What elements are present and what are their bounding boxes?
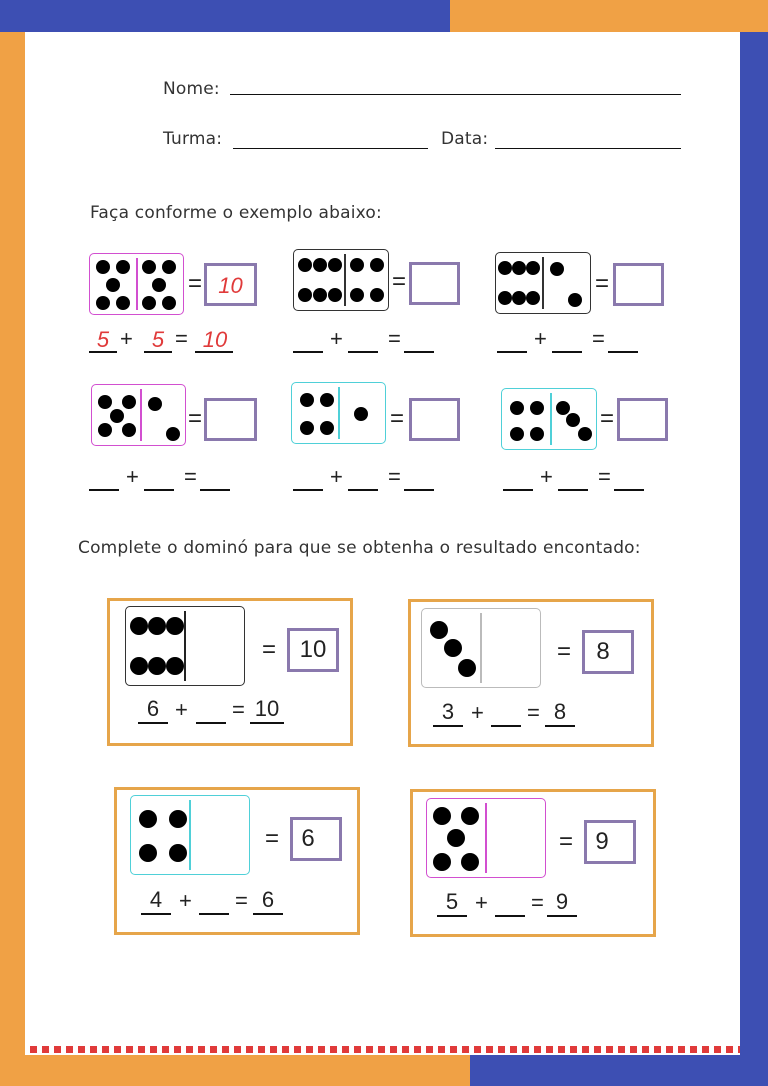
blank-1a[interactable] (293, 350, 323, 353)
blank-5b[interactable] (558, 488, 588, 491)
date-line[interactable] (495, 148, 681, 149)
plus-sign: + (475, 890, 488, 915)
equals-sign: = (175, 326, 188, 351)
equals-sign: = (557, 638, 572, 665)
blank-4a[interactable] (293, 488, 323, 491)
plus-sign: + (120, 326, 133, 351)
equals-sign: = (184, 464, 197, 489)
dashed-border-bottom (30, 1046, 740, 1053)
equals-sign: = (592, 326, 605, 351)
card-2-total-box (582, 630, 634, 674)
card-4 (410, 789, 656, 937)
equals-sign: = (235, 888, 248, 913)
frame-bottom-orange (25, 1055, 470, 1086)
card-1-domino (125, 606, 245, 686)
card-1 (107, 598, 353, 746)
plus-sign: + (534, 326, 547, 351)
plus-sign: + (175, 697, 188, 722)
example-sum: 10 (202, 327, 228, 352)
blank-3b[interactable] (144, 488, 174, 491)
equals-sign: = (188, 270, 203, 297)
blank-2a[interactable] (497, 350, 527, 353)
plus-sign: + (126, 464, 139, 489)
card-3-given: 4 (149, 887, 163, 912)
name-label: Nome: (163, 79, 220, 99)
example-result: 10 (218, 273, 243, 298)
blank-1b[interactable] (348, 350, 378, 353)
equals-sign: = (388, 464, 401, 489)
equals-sign: = (531, 890, 544, 915)
domino-task-2 (495, 252, 591, 314)
card-2-total: 8 (596, 638, 610, 665)
equals-sign: = (600, 405, 615, 432)
card-4-blank[interactable] (495, 914, 525, 917)
blank-5a[interactable] (503, 488, 533, 491)
plus-sign: + (330, 464, 343, 489)
card-3-domino (130, 795, 250, 875)
card-3-blank[interactable] (199, 912, 229, 915)
equals-sign: = (265, 825, 280, 852)
card-3-total-box (290, 817, 342, 861)
frame-right-blue (740, 32, 768, 1086)
domino-task-5 (501, 388, 597, 450)
frame-top-blue (0, 0, 450, 32)
domino-task-3 (91, 384, 186, 446)
equals-sign: = (527, 700, 540, 725)
card-2 (408, 599, 654, 747)
frame-bottom-blue (470, 1055, 740, 1086)
equals-sign: = (595, 270, 610, 297)
card-2-blank[interactable] (491, 724, 521, 727)
equals-sign: = (388, 326, 401, 351)
frame-left-orange (0, 32, 25, 1086)
card-1-total: 10 (299, 636, 327, 663)
card-1-given: 6 (146, 696, 160, 721)
blank-2b[interactable] (552, 350, 582, 353)
class-label: Turma: (163, 129, 223, 149)
class-line[interactable] (233, 148, 428, 149)
card-1-blank[interactable] (196, 721, 226, 724)
domino-task-4 (291, 382, 386, 444)
card-4-domino (426, 798, 546, 878)
instruction-2: Complete o dominó para que se obtenha o resultado encontado: (78, 538, 641, 558)
answer-box-2[interactable] (613, 263, 664, 306)
example-result-box (204, 263, 257, 306)
card-1-sum: 10 (254, 696, 280, 721)
answer-box-1[interactable] (409, 262, 460, 305)
answer-box-4[interactable] (409, 398, 460, 441)
blank-4b[interactable] (348, 488, 378, 491)
frame-top-orange (450, 0, 768, 32)
card-4-given: 5 (445, 889, 459, 914)
card-4-sum: 9 (555, 889, 569, 914)
blank-3a[interactable] (89, 488, 119, 491)
example-domino (89, 253, 184, 315)
card-3-total: 6 (301, 825, 315, 852)
domino-task-1 (293, 249, 389, 311)
card-2-domino (421, 608, 541, 688)
blank-4c[interactable] (404, 488, 434, 491)
card-4-total: 9 (595, 828, 609, 855)
blank-3c[interactable] (200, 488, 230, 491)
equals-sign: = (392, 268, 407, 295)
example-a: 5 (96, 327, 110, 352)
card-4-total-box (584, 820, 636, 864)
answer-box-3[interactable] (204, 398, 257, 441)
name-line[interactable] (230, 94, 681, 95)
instruction-1: Faça conforme o exemplo abaixo: (90, 203, 382, 223)
equals-sign: = (262, 636, 277, 663)
plus-sign: + (540, 464, 553, 489)
plus-sign: + (179, 888, 192, 913)
card-3 (114, 787, 360, 935)
card-2-given: 3 (441, 699, 455, 724)
card-2-sum: 8 (553, 699, 567, 724)
answer-box-5[interactable] (617, 398, 668, 441)
equals-sign: = (232, 697, 245, 722)
date-label: Data: (441, 129, 489, 149)
blank-2c[interactable] (608, 350, 638, 353)
plus-sign: + (330, 326, 343, 351)
card-3-sum: 6 (261, 887, 275, 912)
card-1-total-box (287, 628, 339, 672)
equals-sign: = (559, 828, 574, 855)
equals-sign: = (390, 405, 405, 432)
equals-sign: = (598, 464, 611, 489)
equals-sign: = (188, 405, 203, 432)
blank-1c[interactable] (404, 350, 434, 353)
blank-5c[interactable] (614, 488, 644, 491)
example-b: 5 (151, 327, 165, 352)
plus-sign: + (471, 700, 484, 725)
